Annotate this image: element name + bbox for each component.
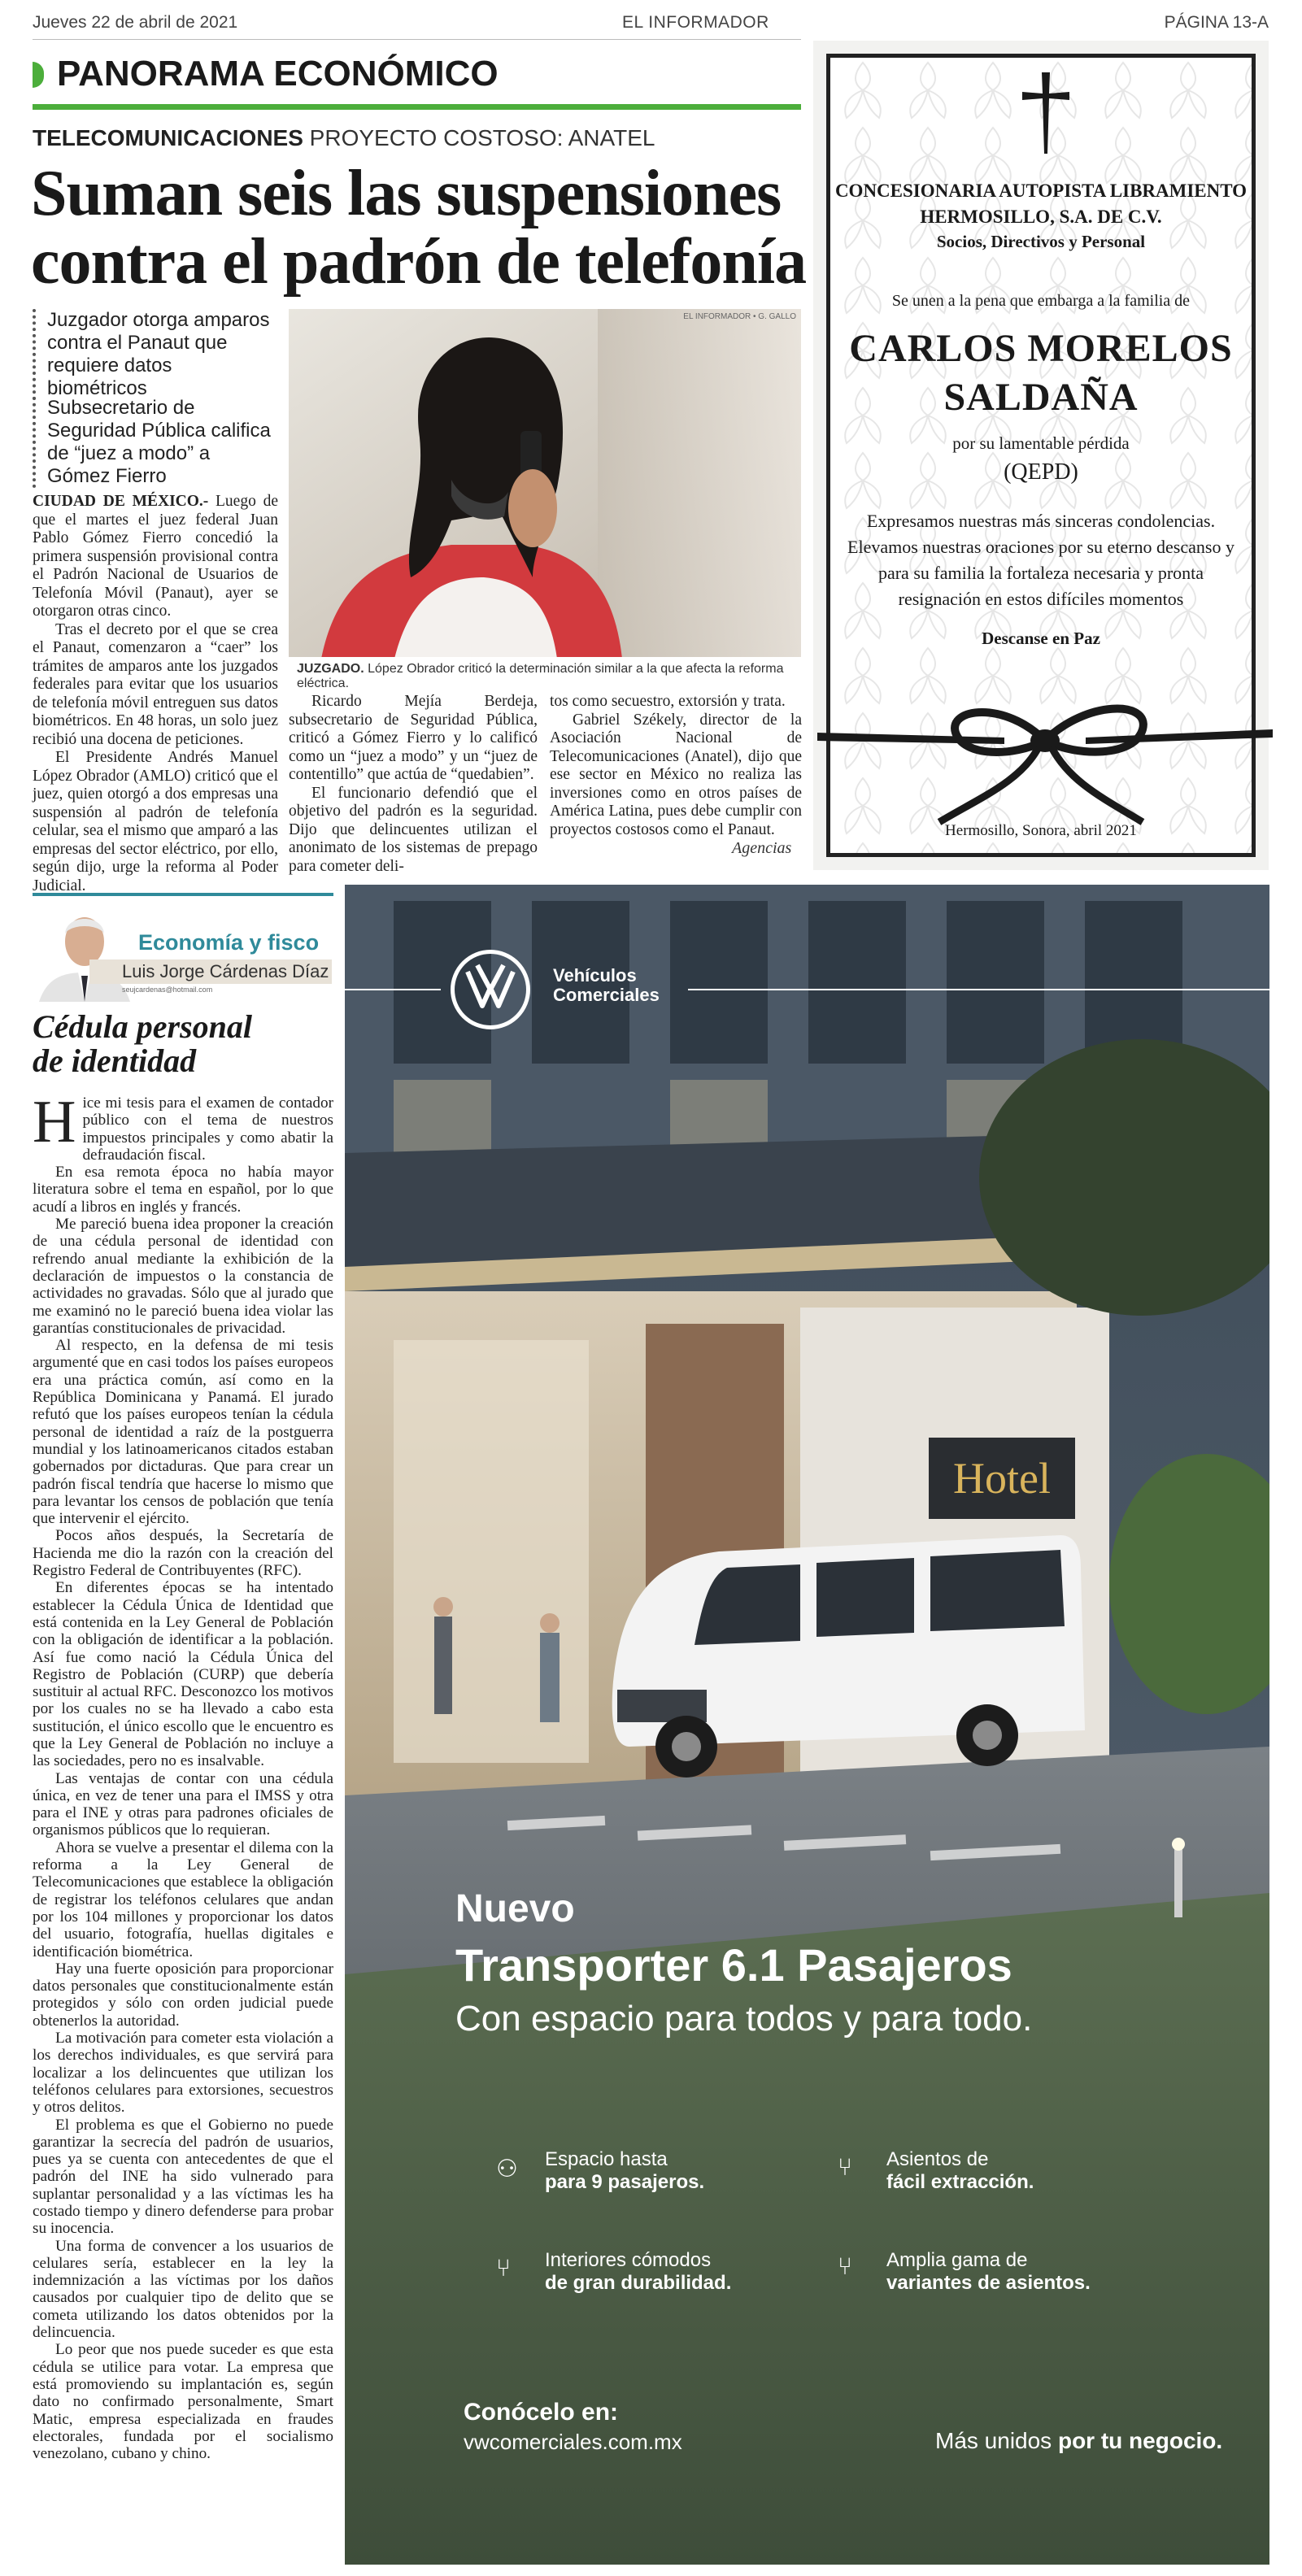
newspaper-name: EL INFORMADOR <box>622 13 769 32</box>
kicker-subtopic: PROYECTO COSTOSO: ANATEL <box>303 125 655 150</box>
opinion-paragraph: La motivación para cometer esta violación a los derechos individuales, es que servirá para localizar a los delincuentes que utilizan los teléfonos celulares para extorsiones, secuestros y otros delitos. <box>33 2030 333 2117</box>
company-line-1: CONCESIONARIA AUTOPISTA LIBRAMIENTO <box>834 181 1248 201</box>
article-paragraph: Tras el decreto por el que se crea el Panaut, comenzaron a “caer” los trámites de amparos ante los juzgados federales para evitar que los usuarios de telefonía móvil entreguen sus datos biométricos. En 48 horas, un solo juez recibió una docena de peticiones. <box>33 620 278 748</box>
seat-durable-icon: ⑂ <box>496 2254 511 2282</box>
article-paragraph: Ricardo Mejía Berdeja, subsecretario de Seguridad Pública, criticó a Gómez Fierro y lo calificó como un “juez a modo” y un “juez de contentillo” que actúa de “quedabien”. <box>289 693 538 783</box>
article-paragraph <box>33 493 278 621</box>
deceased-name-line-2: SALDAÑA <box>943 376 1139 419</box>
article-headline <box>31 159 812 296</box>
obituary-qepd: (QEPD) <box>1004 459 1078 485</box>
ad-website-link[interactable]: vwcomerciales.com.mx <box>464 2430 682 2454</box>
headline-line-2: contra el padrón de telefonía <box>31 226 807 298</box>
feature-line: Espacio hasta <box>545 2148 668 2170</box>
obituary-intro: Se unen a la pena que embarga a la familia de <box>891 292 1191 310</box>
caption-label: JUZGADO. <box>297 662 364 676</box>
caption-text: López Obrador criticó la determinación similar a la que afecta la reforma eléctrica. <box>297 662 784 690</box>
hotel-van-scene-image <box>345 885 1269 2565</box>
deceased-name <box>830 324 1252 422</box>
obituary-lament: por su lamentable pérdida <box>952 433 1130 453</box>
photo-credit: EL INFORMADOR • G. GALLO <box>683 312 796 321</box>
ad-cta-title: Conócelo en: <box>464 2399 619 2426</box>
summary-2: Subsecretario de Seguridad Pública califica de “juez a modo” a Gómez Fierro <box>33 397 277 488</box>
obituary-notice <box>813 41 1269 870</box>
vw-advertisement[interactable] <box>345 885 1269 2565</box>
opinion-paragraph: Pocos años después, la Secretaría de Hacienda me dio la razón con la creación del Registro Federal de Contribuyentes (RFC). <box>33 1527 333 1580</box>
company-line-2: HERMOSILLO, S.A. DE C.V. <box>920 207 1162 227</box>
article-photo <box>289 309 801 657</box>
seat-icon: ⑂ <box>838 2153 852 2182</box>
opinion-title-line-1: Cédula personal <box>33 1008 253 1045</box>
feature-line: Amplia gama de <box>886 2249 1028 2271</box>
opinion-paragraph: Hay una fuerte oposición para proporcionar datos personales que constitucionalmente están protegidos y sólo con orden judicial puede obtenerlos la autoridad. <box>33 1960 333 2030</box>
ad-model-name: Transporter 6.1 Pasajeros <box>455 1939 1012 1991</box>
article-paragraph: El Presidente Andrés Manuel López Obrador (AMLO) criticó que el juez, quien otorgó a dos empresas una suspensión al padrón de telefonía celular, sea el mismo que amparó a las empresas del sector eléctrico, por ello, según dijo, urge la reforma al Poder Judicial. <box>33 749 278 894</box>
feature-line-bold: para 9 pasajeros. <box>545 2171 705 2193</box>
brand-label <box>553 966 660 1005</box>
drop-cap: H <box>33 1089 76 1155</box>
people-icon: ⚇ <box>496 2155 518 2183</box>
article-column-3 <box>550 693 802 839</box>
opinion-paragraph: Ahora se vuelve a presentar el dilema con la reforma a la Ley General de Telecomunicaciones que establece la obligación de registrar los teléfonos celulares que andan por los 104 millones y proporcionar los datos del usuario, fotografía, huellas digitales e identificación biométrica. <box>33 1838 333 1960</box>
opinion-paragraph: En diferentes épocas se ha intentado establecer la Cédula Única de Identidad que está contenida en la Ley General de Población con la obligación de identificar a la población. Así fue como nació la Cédula Única del Registro de Población (CURP) que debería sustituir al actual RFC. Desconozco los motivos por los cuales no se ha llevado a cabo esta sustitución, el único escollo que le encuentro es que la Ley General de Población no incluye a las sociedades, pero no es insalvable. <box>33 1579 333 1770</box>
brand-line-2: Comerciales <box>553 985 660 1005</box>
feature-line-bold: fácil extracción. <box>886 2171 1034 2193</box>
obituary-rest-in-peace: Descanse en Paz <box>982 629 1100 648</box>
ad-tagline: Con espacio para todos y para todo. <box>455 1999 1033 2039</box>
brand-rule-left <box>345 989 441 990</box>
feature-seat-variants <box>886 2249 1091 2295</box>
cross-icon <box>1022 72 1069 154</box>
headline-line-1: Suman seis las suspensiones <box>31 158 782 229</box>
slogan-normal: Más unidos <box>935 2428 1058 2453</box>
article-paragraph: Gabriel Székely, director de la Asociación Nacional de Telecomunicaciones (Anatel), dijo que ese sector en México no realiza las inversiones como en otros países de América Latina, pues debe cumplir con proyectos costosos como el Panaut. <box>550 711 802 838</box>
seat-variants-icon: ⑂ <box>838 2252 852 2281</box>
dateline: CIUDAD DE MÉXICO.- <box>33 493 209 510</box>
article-source: Agencias <box>732 839 792 857</box>
author-name: Luis Jorge Cárdenas Díaz <box>89 959 332 984</box>
author-email[interactable]: seujcardenas@hotmail.com <box>122 986 213 994</box>
obituary-company <box>830 178 1252 230</box>
obituary-socios: Socios, Directivos y Personal <box>936 232 1146 251</box>
article-column-1 <box>33 493 278 895</box>
ad-nuevo: Nuevo <box>455 1887 575 1930</box>
obituary-place-date: Hermosillo, Sonora, abril 2021 <box>945 822 1137 839</box>
opinion-paragraph: El problema es que el Gobierno no puede garantizar la secrecía del padrón de usuarios, pues ya se cuenta con antecedentes de que el padrón del INE ha sido vulnerado para suplantar personalidad y a las víctimas les ha costado tiempo y dinero defenderse para probar su inocencia. <box>33 2116 333 2238</box>
section-rule <box>33 104 801 110</box>
feature-seats-removal <box>886 2148 1034 2194</box>
columnist-header <box>33 893 333 1002</box>
article-paragraph: tos como secuestro, extorsión y trata. <box>550 693 786 710</box>
woman-on-phone-image <box>289 309 801 657</box>
section-name: PANORAMA ECONÓMICO <box>57 54 499 94</box>
vw-logo-icon[interactable] <box>451 950 530 1029</box>
section-marker-icon <box>33 62 44 88</box>
brand-line-1: Vehículos <box>553 965 637 986</box>
photo-caption <box>297 662 801 691</box>
header-divider <box>33 39 801 40</box>
opinion-paragraph: En esa remota época no había mayor literatura sobre el tema en español, por lo que acudí a libros en inglés y francés. <box>33 1164 333 1216</box>
opinion-paragraph: Una forma de convencer a los usuarios de celulares sería, establecer en la ley la indemnización a las víctimas por los daños causados por cualquier tipo de delito que se cometa utilizando los datos obtenidos por la delincuencia. <box>33 2237 333 2342</box>
brand-rule-right <box>688 989 1269 990</box>
hotel-sign: Hotel <box>953 1454 1051 1503</box>
opinion-paragraph: Las ventajas de contar con una cédula única, en vez de tener una para el IMSS y otra para el INE y otras para padrones oficiales de organismos públicos que lo requieran. <box>33 1769 333 1839</box>
feature-line: Interiores cómodos <box>545 2249 712 2271</box>
mourning-ribbon-icon <box>817 700 1273 830</box>
column-name: Economía y fisco <box>138 930 320 955</box>
edition-date: Jueves 22 de abril de 2021 <box>33 13 238 32</box>
opinion-title <box>33 1010 333 1078</box>
section-header <box>33 54 801 102</box>
article-kicker <box>33 125 655 151</box>
author-avatar <box>39 903 130 1002</box>
opinion-title-line-2: de identidad <box>33 1042 197 1079</box>
slogan-bold: por tu negocio. <box>1057 2428 1223 2453</box>
obituary-frame <box>826 54 1256 857</box>
paragraph-text: ice mi tesis para el examen de contador público con el tema de nuestros impuestos principales y como abatir la defraudación fiscal. <box>82 1094 333 1164</box>
feature-line: Asientos de <box>886 2148 989 2170</box>
kicker-topic: TELECOMUNICACIONES <box>33 125 303 150</box>
summary-1: Juzgador otorga amparos contra el Panaut que requiere datos biométricos <box>33 309 277 400</box>
opinion-paragraph: Al respecto, en la defensa de mi tesis argumenté que en casi todos los países europeos era una práctica común, así como en la República Dominicana y Panamá. El jurado refutó que los países europeos tenían la cédula personal de identidad a raíz de la postguerra mundial y los latinoamericanos citados estaban gobernados por dictaduras. Que para crear un padrón fiscal tendría que hacerse lo mismo que para levantar los censos de población que tenía que intervenir el ejército. <box>33 1337 333 1528</box>
deceased-name-line-1: CARLOS MORELOS <box>849 327 1233 370</box>
obituary-condolence: Expresamos nuestras más sinceras condolencias. Elevamos nuestras oraciones por su eterno descanso y para su familia la fortaleza necesaria y pronta resignación en estos difíciles momentos <box>847 511 1235 609</box>
feature-line-bold: variantes de asientos. <box>886 2272 1091 2294</box>
paragraph-text: Luego de que el martes el juez federal Juan Pablo Gómez Fierro concedió la primera suspensión provisional contra el Padrón Nacional de Usuarios de Telefonía Móvil (Panaut), ayer se otorgaron otras cinco. <box>33 493 278 620</box>
opinion-paragraph: Me pareció buena idea proponer la creación de una cédula personal de identidad con refrendo anual mediante la exhibición de la declaración de impuestos o la constancia de actividades no gravadas. Sólo que al jurado que me examinó no le pareció buena idea violar las garantías constitucionales de privacidad. <box>33 1216 333 1337</box>
article-paragraph: El funcionario defendió que el objetivo del padrón es la seguridad. Dijo que delincuentes utilizan el anonimato de los sistemas de prepago para cometer deli- <box>289 784 538 875</box>
feature-passengers <box>545 2148 704 2194</box>
feature-line-bold: de gran durabilidad. <box>545 2272 732 2294</box>
opinion-paragraph: Lo peor que nos puede suceder es que esta cédula se utilice para votar. La empresa que está promoviendo su implantación es, según dato no confirmado personalmente, Smart Matic, empresa especializada en fraudes electorales, fundada por el socialismo venezolano, cubano y chino. <box>33 2341 333 2463</box>
opinion-body <box>33 1089 333 2463</box>
feature-interiors <box>545 2249 731 2295</box>
article-column-2 <box>289 693 538 876</box>
page-header <box>33 11 1269 36</box>
ad-slogan <box>935 2428 1222 2454</box>
page-number: PÁGINA 13-A <box>1164 13 1269 32</box>
opinion-paragraph <box>33 1089 333 1164</box>
